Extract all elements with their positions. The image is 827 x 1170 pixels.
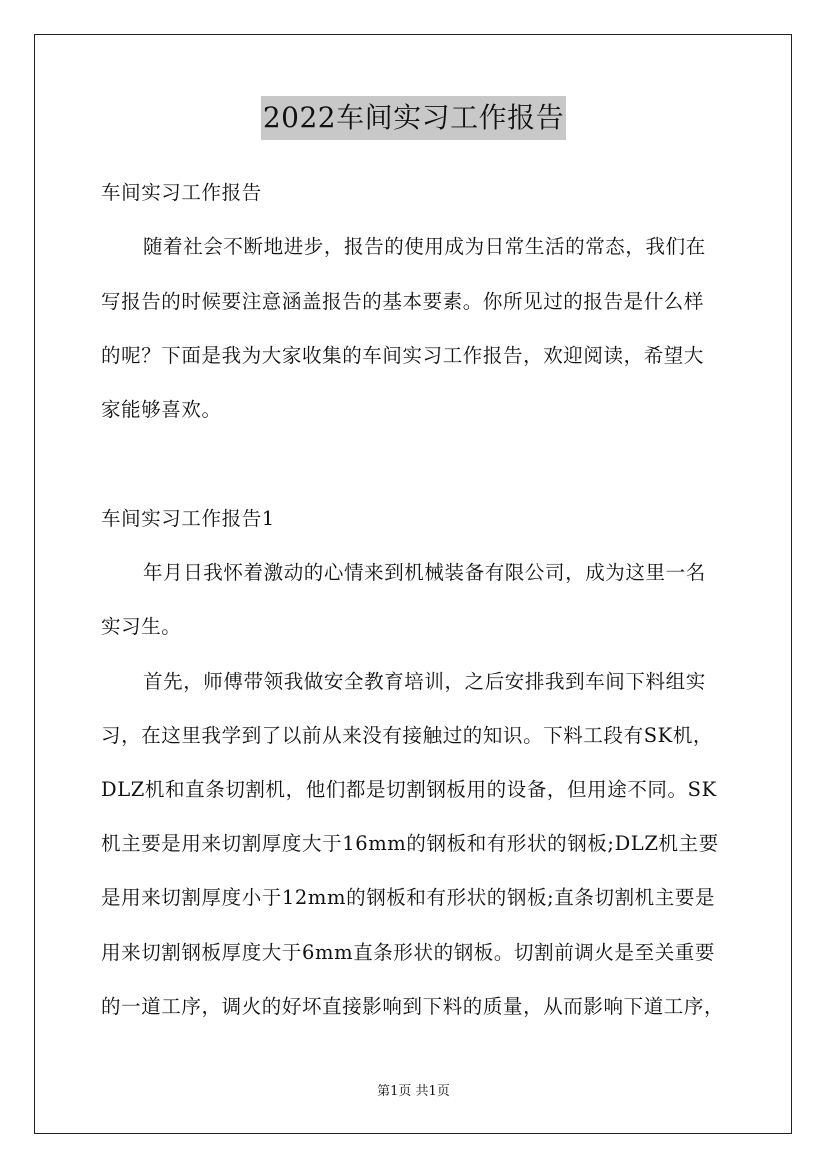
- paragraph-line: 的呢？下面是我为大家收集的车间实习工作报告，欢迎阅读，希望大: [101, 344, 705, 367]
- paragraph-line: 实习生。: [101, 615, 182, 638]
- paragraph-line: 习，在这里我学到了以前从来没有接触过的知识。下料工段有SK机，: [101, 724, 714, 747]
- paragraph-line: 的一道工序，调火的好坏直接影响到下料的质量，从而影响下道工序，: [101, 995, 725, 1018]
- section-heading: 车间实习工作报告1: [101, 507, 275, 530]
- paragraph-line: 首先，师傅带领我做安全教育培训，之后安排我到车间下料组实: [143, 670, 706, 693]
- heading-line: 车间实习工作报告: [101, 181, 262, 204]
- paragraph-line: 随着社会不断地进步，报告的使用成为日常生活的常态，我们在: [143, 235, 706, 258]
- paragraph-line: 是用来切割厚度小于12mm的钢板和有形状的钢板;直条切割机主要是: [101, 886, 716, 909]
- paragraph-line: 写报告的时候要注意涵盖报告的基本要素。你所见过的报告是什么样: [101, 290, 705, 313]
- title-container: [0, 96, 827, 140]
- paragraph-line: 家能够喜欢。: [101, 398, 222, 421]
- paragraph-line: 年月日我怀着激动的心情来到机械装备有限公司，成为这里一名: [143, 561, 706, 584]
- paragraph-line: DLZ机和直条切割机，他们都是切割钢板用的设备，但用途不同。SK: [101, 778, 717, 801]
- paragraph-line: 机主要是用来切割厚度大于16mm的钢板和有形状的钢板;DLZ机主要: [101, 832, 719, 855]
- page-number-footer: 第1页 共1页: [377, 1084, 450, 1099]
- document-title: 2022车间实习工作报告: [261, 96, 566, 140]
- paragraph-line: 用来切割钢板厚度大于6mm直条形状的钢板。切割前调火是至关重要: [101, 941, 715, 964]
